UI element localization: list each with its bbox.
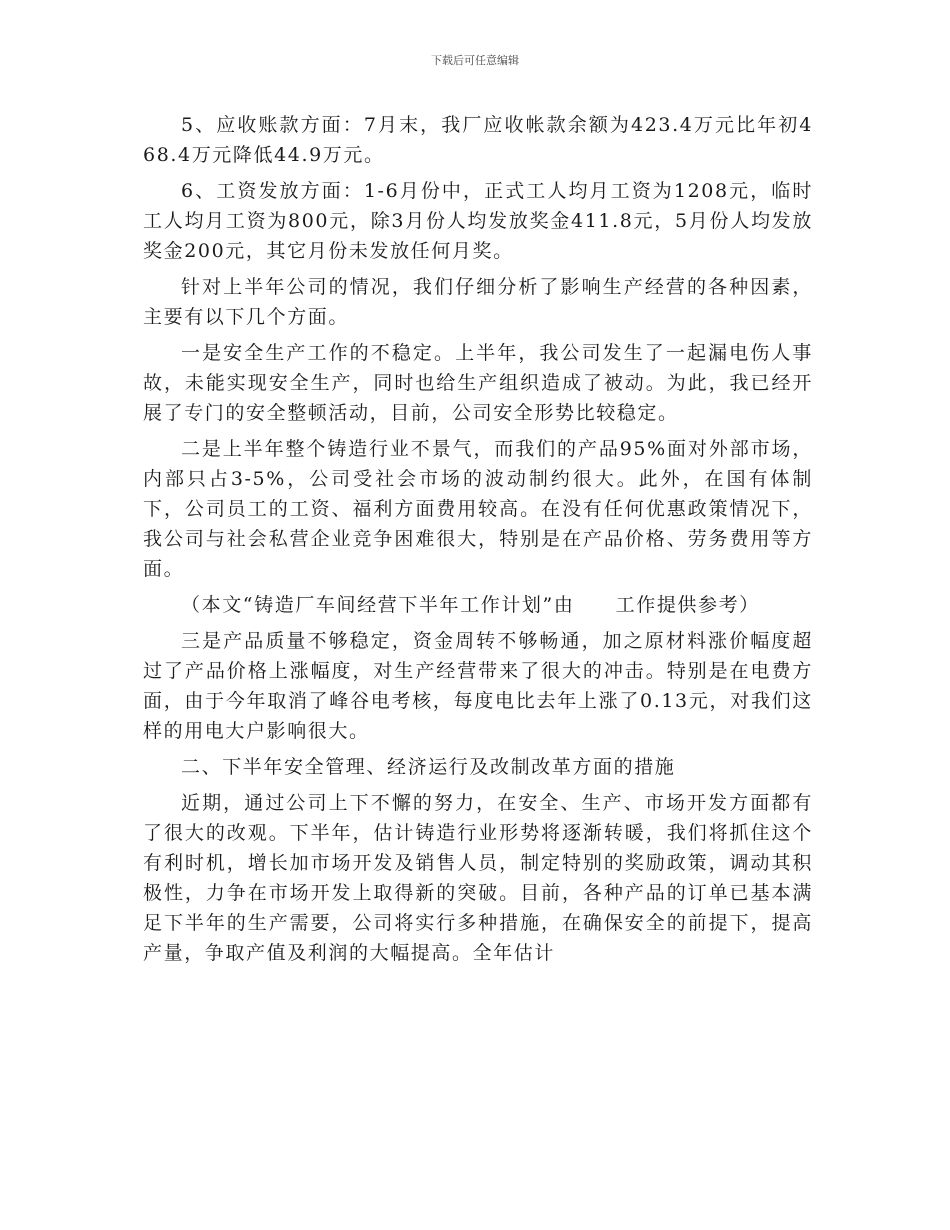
paragraph-measures: 近期，通过公司上下不懈的努力，在安全、生产、市场开发方面都有了很大的改观。下半年，估计铸造行业形势将逐渐转暖，我们将抓住这个有利时机，增长加市场开发及销售人员，制定特别的奖励政策，调动其积极性，力争在市场开发上取得新的突破。目前，各种产品的订单已基本满足下半年的生产需要，公司将实行多种措施，在确保安全的前提下，提高产量，争取产值及利润的大幅提高。全年估计 bbox=[143, 792, 813, 964]
paragraph-receivables: 5、应收账款方面：7月末，我厂应收帐款余额为423.4万元比年初468.4万元降低44.9万元。 bbox=[143, 114, 813, 166]
paragraph-quality-factor: 三是产品质量不够稳定，资金周转不够畅通，加之原材料涨价幅度超过了产品价格上涨幅度，对生产经营带来了很大的冲击。特别是在电费方面，由于今年取消了峰谷电考核，每度电比去年上涨了0.13元，对我们这样的用电大户影响很大。 bbox=[143, 630, 813, 742]
paragraph-analysis-intro: 针对上半年公司的情况，我们仔细分析了影响生产经营的各种因素，主要有以下几个方面。 bbox=[143, 276, 813, 328]
section-heading-measures: 二、下半年安全管理、经济运行及改制改革方面的措施 bbox=[181, 756, 676, 778]
paragraph-market-factor: 二是上半年整个铸造行业不景气，而我们的产品95%面对外部市场，内部只占3-5%，公司受社会市场的波动制约很大。此外，在国有体制下，公司员工的工资、福利方面费用较高。在没有任何优惠政策情况下，我公司与社会私营企业竞争困难很大，特别是在产品价格、劳务费用等方面。 bbox=[143, 438, 813, 580]
paragraph-source-note: （本文“铸造厂车间经营下半年工作计划”由 工作提供参考） bbox=[181, 594, 760, 616]
paragraph-wages: 6、工资发放方面：1-6月份中，正式工人均月工资为1208元，临时工人均月工资为800元，除3月份人均发放奖金411.8元，5月份人均发放奖金200元，其它月份未发放任何月奖。 bbox=[143, 180, 813, 262]
paragraph-safety-factor: 一是安全生产工作的不稳定。上半年，我公司发生了一起漏电伤人事故，未能实现安全生产，同时也给生产组织造成了被动。为此，我已经开展了专门的安全整顿活动，目前，公司安全形势比较稳定。 bbox=[143, 342, 813, 424]
document-body bbox=[143, 110, 813, 968]
page-header-note: 下载后可任意编辑 bbox=[431, 54, 519, 67]
